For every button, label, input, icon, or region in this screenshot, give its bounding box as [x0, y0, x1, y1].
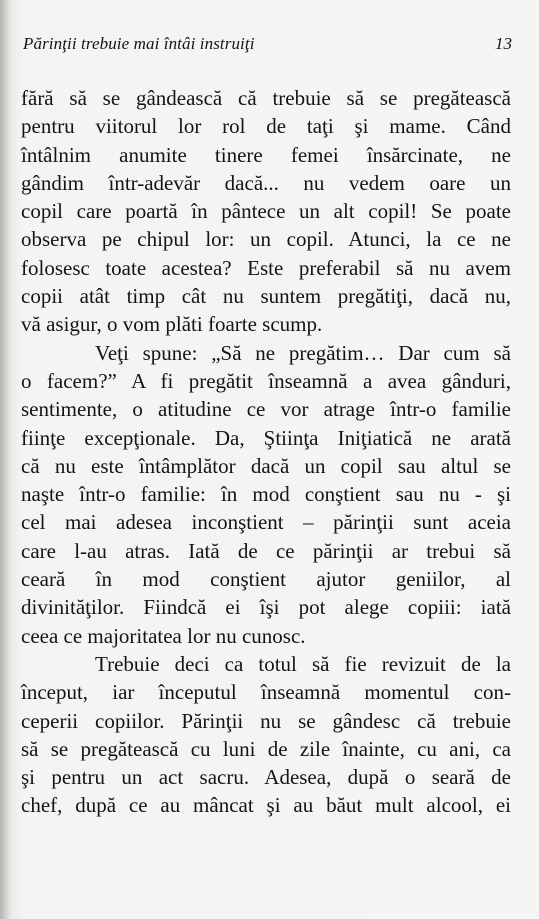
text-line: fiinţe excepţionale. Da, Ştiinţa Iniţiatică ne arată	[21, 425, 511, 450]
text-line: întâlnim anumite tinere femei însărcinate, ne	[21, 142, 511, 167]
page-header	[23, 34, 512, 58]
body-text	[21, 84, 511, 820]
running-title: Părinţii trebuie mai întâi instruiţi	[23, 34, 255, 53]
page-number: 13	[495, 34, 512, 53]
text-line: o facem?” A fi pregătit înseamnă a avea gânduri,	[21, 368, 511, 393]
text-line: sentimente, o atitudine ce vor atrage într-o familie	[21, 397, 511, 422]
text-line: ceperii copiilor. Părinţii nu se gândesc că trebuie	[21, 708, 511, 733]
page-gutter-shadow	[0, 0, 12, 919]
text-line: cel mai adesea inconştient – părinţii sunt aceia	[21, 510, 511, 535]
text-line: naşte într-o familie: în mod conştient sau nu - şi	[21, 482, 511, 507]
text-line: divinităţilor. Fiindcă ei îşi pot alege copiii: iată	[21, 595, 511, 620]
text-line: fără să se gândească că trebuie să se pregătească	[21, 86, 511, 110]
text-line: ceea ce majoritatea lor nu cunosc.	[21, 623, 306, 648]
text-line: să se pregătească cu luni de zile înainte, cu ani, ca	[21, 736, 511, 761]
text-line: Trebuie deci ca totul să fie revizuit de la	[95, 651, 511, 676]
text-line: gândim într-adevăr dacă... nu vedem oare un	[21, 170, 511, 195]
text-line: copil care poartă în pântece un alt copil! Se poate	[21, 199, 511, 224]
text-line: Veţi spune: „Să ne pregătim… Dar cum să	[95, 340, 511, 365]
text-line: chef, după ce au mâncat şi au băut mult alcool, ei	[21, 793, 511, 818]
text-line: copii atât timp cât nu suntem pregătiţi, dacă nu,	[21, 284, 511, 309]
text-line: ceară în mod conştient ajutor geniilor, al	[21, 567, 511, 592]
text-line: observa pe chipul lor: un copil. Atunci, la ce ne	[21, 227, 511, 252]
text-line: folosesc toate acestea? Este preferabil să nu avem	[21, 255, 511, 280]
text-line: pentru viitorul lor rol de taţi şi mame. Când	[21, 114, 511, 139]
text-line: vă asigur, o vom plăti foarte scump.	[21, 312, 323, 337]
text-line: început, iar începutul înseamnă momentul con-	[21, 680, 511, 705]
text-line: că nu este întâmplător dacă un copil sau altul se	[21, 453, 511, 478]
text-line: care l-au atras. Iată de ce părinţii ar trebui să	[21, 538, 511, 563]
text-line: şi pentru un act sacru. Adesea, după o seară de	[21, 765, 511, 790]
